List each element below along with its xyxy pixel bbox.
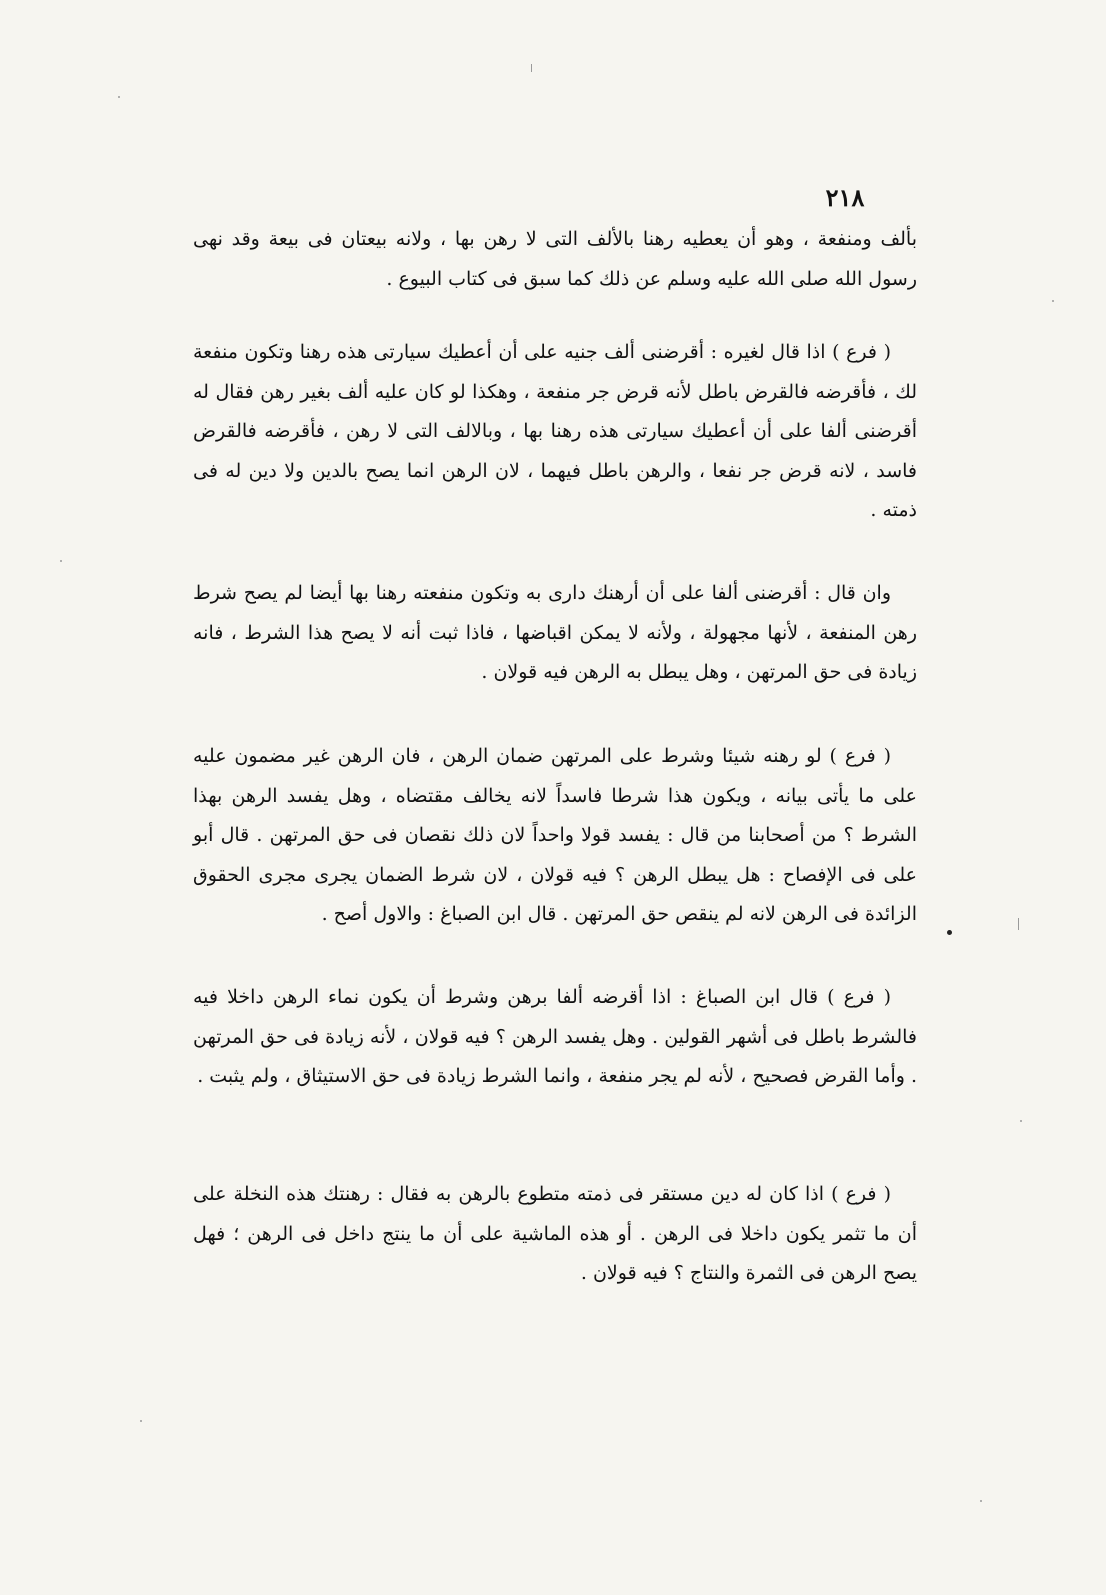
paragraph-fara-guarantee bbox=[193, 737, 917, 935]
paragraph-text: بألف ومنفعة ، وهو أن يعطيه رهنا بالألف التى لا رهن بها ، ولانه بيعتان فى بيعة وقد نهى رسول الله صلى الله عليه وسلم عن ذلك كما سبق فى كتاب البيوع . bbox=[193, 228, 917, 290]
margin-mark bbox=[947, 930, 952, 935]
paragraph-loan-house bbox=[193, 574, 917, 693]
paragraph-text: ( فرع ) لو رهنه شيئا وشرط على المرتهن ضمان الرهن ، فان الرهن غير مضمون عليه على ما يأتى بيانه ، ويكون هذا شرطا فاسداً لانه يخالف مقتضاه ، وهل يفسد الرهن بهذا الشرط ؟ من أصحابنا من قال : يفسد قولا واحداً لان ذلك نقصان فى حق المرتهن . قال أبو على فى الإفصاح : هل يبطل الرهن ؟ فيه قولان ، لان شرط الضمان يجرى مجرى الحقوق الزائدة فى الرهن لانه لم ينقص حق المرتهن . قال ابن الصباغ : والاول أصح . bbox=[193, 745, 917, 925]
paragraph-text: وان قال : أقرضنى ألفا على أن أرهنك دارى به وتكون منفعته رهنا بها أيضا لم يصح شرط رهن المنفعة ، لأنها مجهولة ، ولأنه لا يمكن اقباضها ، فاذا ثبت أنه لا يصح هذا الشرط ، فانه زيادة فى حق المرتهن ، وهل يبطل به الرهن فيه قولان . bbox=[193, 582, 917, 683]
paragraph-fara-loan-car bbox=[193, 333, 917, 531]
paragraph-text: ( فرع ) قال ابن الصباغ : اذا أقرضه ألفا برهن وشرط أن يكون نماء الرهن داخلا فيه فالشرط باطل فى أشهر القولين . وهل يفسد الرهن ؟ فيه قولان ، لأنه زيادة فى حق المرتهن . وأما القرض فصحيح ، لأنه لم يجر منفعة ، وانما الشرط زيادة فى حق الاستيثاق ، ولم يثبت . bbox=[193, 986, 917, 1087]
paragraph-fara-palm-tree bbox=[193, 1175, 917, 1294]
paragraph-text: ( فرع ) اذا كان له دين مستقر فى ذمته متطوع بالرهن به فقال : رهنتك هذه النخلة على أن ما تثمر يكون داخلا فى الرهن . أو هذه الماشية على أن ما ينتج داخل فى الرهن ؛ فهل يصح الرهن فى الثمرة والنتاج ؟ فيه قولان . bbox=[193, 1183, 917, 1284]
paragraph-continuation bbox=[193, 220, 917, 299]
paragraph-text: ( فرع ) اذا قال لغيره : أقرضنى ألف جنيه على أن أعطيك سيارتى هذه رهنا وتكون منفعة لك ، فأقرضه فالقرض باطل لأنه قرض جر منفعة ، وهكذا لو كان عليه ألف بغير رهن فقال له أقرضنى ألفا على أن أعطيك سيارتى هذه رهنا بها ، وبالالف التى لا رهن ، فأقرضه فالقرض فاسد ، لانه قرض جر نفعا ، والرهن باطل فيهما ، لان الرهن انما يصح بالدين ولا دين له فى ذمته . bbox=[193, 341, 917, 521]
paragraph-fara-ibn-sabbagh bbox=[193, 978, 917, 1097]
page-number: ٢١٨ bbox=[825, 183, 865, 212]
